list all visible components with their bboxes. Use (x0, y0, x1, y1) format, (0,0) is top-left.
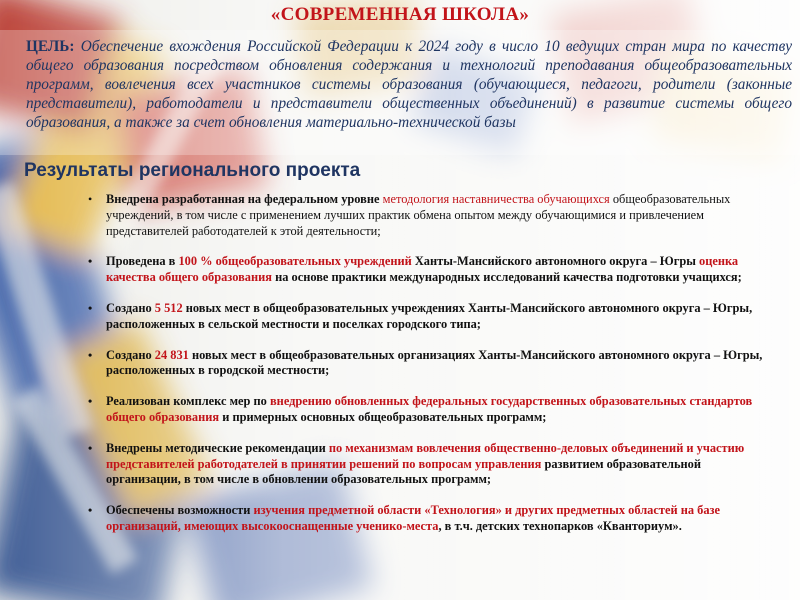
result-highlight: изучения предметной области «Технология» и других предметных областей на базе организаций, имеющих высокооснащенные ученико-места (106, 503, 720, 533)
slide-title: «СОВРЕМЕННАЯ ШКОЛА» (270, 4, 530, 25)
bullet-icon: • (88, 503, 93, 518)
result-text: , в т.ч. детских технопарков «Кванториум». (438, 518, 682, 533)
bullet-icon: • (88, 254, 93, 269)
bullet-icon: • (88, 300, 93, 315)
result-highlight: внедрению обновленных федеральных государственных образовательных стандартов общего образования (106, 394, 753, 424)
result-highlight: по механизмам вовлечения общественно-деловых объединений и участию представителей работодателей в принятии решений по вопросам управления (106, 440, 745, 471)
result-item (86, 192, 776, 239)
result-text: новых мест в общеобразовательных учреждениях Ханты-Мансийского автономного округа – Югры, расположенных в сельской местности и поселках городского типа; (106, 300, 753, 331)
result-highlight: 24 831 (154, 347, 189, 362)
result-highlight: методология наставничества обучающихся (382, 192, 610, 206)
bullet-icon: • (88, 347, 93, 362)
result-text: на основе практики международных исследований качества подготовки учащихся; (271, 270, 742, 285)
bullet-icon: • (88, 394, 93, 409)
result-text: Ханты-Мансийского автономного округа – Югры (411, 254, 699, 269)
result-item (86, 254, 776, 286)
bullet-icon: • (88, 192, 93, 206)
result-text: Внедрены методические рекомендации (106, 440, 329, 455)
result-item (86, 503, 776, 535)
goal-label: ЦЕЛЬ: (26, 38, 75, 55)
result-text: Реализован комплекс мер по (106, 394, 270, 409)
result-text: общеобразовательных учреждений, в том числе с применением лучших практик обмена опытом между обучающимися и привлечением представителей работодателей к этой деятельности; (106, 192, 731, 238)
results-list (86, 192, 776, 550)
result-item (86, 394, 776, 426)
result-item (86, 441, 776, 488)
result-text: Создано (106, 347, 155, 362)
result-highlight: 100 % общеобразовательных учреждений (178, 254, 412, 269)
result-text: развитием образовательной организации, в том числе в обновлении образовательных программ; (106, 456, 702, 487)
result-highlight: оценка качества общего образования (106, 254, 739, 285)
result-text: новых мест в общеобразовательных организациях Ханты-Мансийского автономного округа – Югры, расположенных в городской местности; (106, 347, 763, 378)
results-heading: Результаты регионального проекта (24, 160, 361, 181)
result-text: Создано (106, 300, 155, 315)
result-text: Внедрена разработанная на федеральном уровне (106, 192, 383, 206)
bullet-icon: • (88, 440, 93, 455)
result-text: Обеспечены возможности (106, 503, 254, 518)
result-text: и примерных основных общеобразовательных программ; (219, 409, 547, 424)
result-highlight: 5 512 (154, 300, 183, 315)
goal-paragraph (26, 37, 792, 132)
result-text: Проведена в (106, 254, 179, 269)
result-item (86, 348, 776, 380)
goal-text: Обеспечение вхождения Российской Федерации к 2024 году в число 10 ведущих стран мира по качеству общего образования посредством обновления содержания и технологий преподавания общеобразовательных программ, вовлечения всех участников системы образования (обучающиеся, педагоги, родители (законные представители), работодатели и представители общественных объединений) в развитие системы общего образования, а также за счет обновления материально-технической базы (26, 38, 792, 131)
result-item (86, 301, 776, 333)
